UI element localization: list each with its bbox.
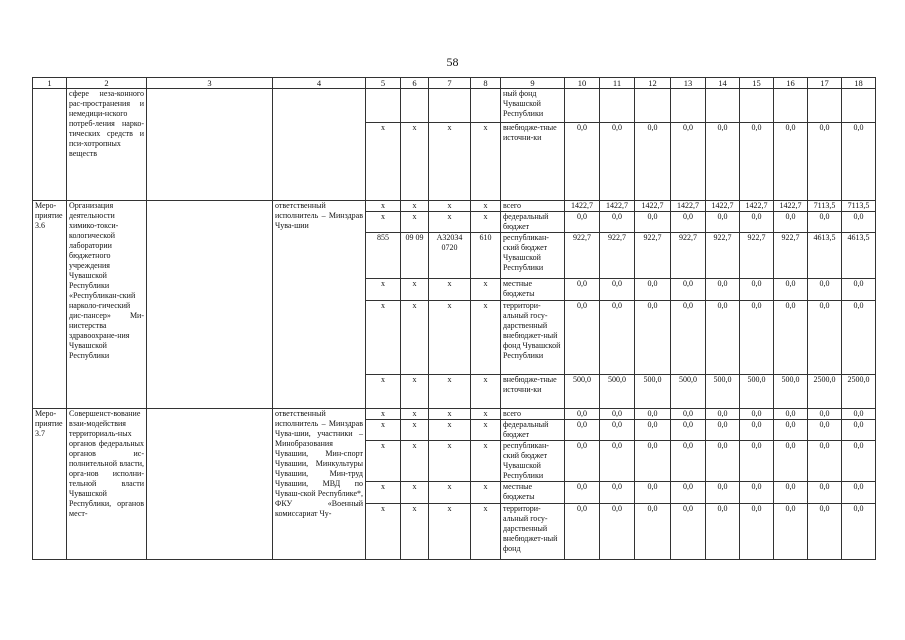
value-cell: 0,0 [774, 301, 808, 375]
value-cell: 1422,7 [565, 201, 600, 212]
funding-source: республикан-ский бюджет Чувашской Республики [501, 233, 565, 279]
value-cell: 0,0 [671, 123, 706, 201]
value-cell: 500,0 [774, 375, 808, 409]
value-cell: 0,0 [740, 409, 774, 420]
value-cell: 2500,0 [842, 375, 876, 409]
code-expense: x [471, 482, 501, 504]
code-target: x [429, 420, 471, 441]
value-cell: 0,0 [671, 482, 706, 504]
value-cell: 922,7 [706, 233, 740, 279]
value-cell: 0,0 [740, 420, 774, 441]
executor-cell: ответственный исполнитель – Минздрав Чува-шии [273, 201, 366, 409]
code-grbs: x [366, 301, 401, 375]
value-cell: 0,0 [842, 409, 876, 420]
column-header: 9 [501, 78, 565, 89]
value-cell: 0,0 [671, 279, 706, 301]
code-section: x [401, 212, 429, 233]
code-target: x [429, 279, 471, 301]
code-expense: x [471, 301, 501, 375]
value-cell: 0,0 [842, 482, 876, 504]
value-cell: 0,0 [671, 212, 706, 233]
budget-table [32, 77, 876, 560]
value-cell: 0,0 [635, 301, 671, 375]
code-expense: x [471, 201, 501, 212]
code-grbs [366, 89, 401, 123]
value-cell: 0,0 [774, 504, 808, 560]
activity-description: сфере неза-конного рас-пространения и немедици-нского потреб-ления нарко-тических средств и пси-хотропных веществ [67, 89, 147, 201]
value-cell: 0,0 [706, 301, 740, 375]
value-cell: 0,0 [600, 441, 635, 482]
value-cell: 1422,7 [774, 201, 808, 212]
value-cell: 2500,0 [808, 375, 842, 409]
value-cell: 0,0 [706, 279, 740, 301]
code-section: x [401, 279, 429, 301]
value-cell: 0,0 [565, 441, 600, 482]
value-cell: 1422,7 [706, 201, 740, 212]
value-cell: 922,7 [740, 233, 774, 279]
column-header: 14 [706, 78, 740, 89]
value-cell [842, 89, 876, 123]
value-cell: 0,0 [600, 504, 635, 560]
code-grbs: x [366, 482, 401, 504]
code-target: x [429, 212, 471, 233]
value-cell: 922,7 [635, 233, 671, 279]
header-row [33, 78, 876, 89]
code-section: x [401, 504, 429, 560]
empty-cell [147, 201, 273, 409]
value-cell: 0,0 [808, 212, 842, 233]
value-cell: 0,0 [565, 123, 600, 201]
value-cell: 500,0 [671, 375, 706, 409]
value-cell: 0,0 [635, 279, 671, 301]
value-cell: 0,0 [671, 301, 706, 375]
code-target: x [429, 409, 471, 420]
empty-cell [147, 409, 273, 560]
value-cell: 0,0 [600, 123, 635, 201]
code-grbs: x [366, 212, 401, 233]
value-cell: 500,0 [565, 375, 600, 409]
code-section: x [401, 482, 429, 504]
column-header: 13 [671, 78, 706, 89]
column-header: 7 [429, 78, 471, 89]
code-target: x [429, 441, 471, 482]
value-cell: 0,0 [565, 301, 600, 375]
value-cell: 0,0 [774, 441, 808, 482]
funding-source: территори-альный госу-дарственный внебюджет-ный фонд [501, 504, 565, 560]
column-header: 3 [147, 78, 273, 89]
value-cell: 0,0 [635, 441, 671, 482]
code-expense: x [471, 441, 501, 482]
value-cell: 500,0 [706, 375, 740, 409]
code-section: x [401, 441, 429, 482]
column-header: 18 [842, 78, 876, 89]
empty-cell [147, 89, 273, 201]
value-cell: 922,7 [600, 233, 635, 279]
code-section: x [401, 301, 429, 375]
value-cell: 1422,7 [671, 201, 706, 212]
activity-label: Меро-приятие 3.6 [33, 201, 67, 409]
value-cell: 0,0 [600, 420, 635, 441]
value-cell: 0,0 [774, 212, 808, 233]
value-cell [635, 89, 671, 123]
code-expense: 610 [471, 233, 501, 279]
value-cell: 0,0 [671, 409, 706, 420]
code-grbs: x [366, 441, 401, 482]
funding-source: федеральный бюджет [501, 420, 565, 441]
activity-description: Совершенст-вование взаи-модействия территориаль-ных органов федеральных органов ис-полнительной власти, орга-нов исполни-тельной власти Чувашской Республики, органов мест- [67, 409, 147, 560]
value-cell: 1422,7 [635, 201, 671, 212]
code-target: x [429, 375, 471, 409]
code-grbs: x [366, 504, 401, 560]
value-cell: 1422,7 [600, 201, 635, 212]
column-header: 12 [635, 78, 671, 89]
value-cell: 0,0 [600, 212, 635, 233]
column-header: 15 [740, 78, 774, 89]
table-row [33, 201, 876, 212]
value-cell: 0,0 [842, 279, 876, 301]
value-cell: 0,0 [774, 409, 808, 420]
value-cell: 0,0 [808, 482, 842, 504]
value-cell: 0,0 [600, 279, 635, 301]
value-cell: 0,0 [740, 212, 774, 233]
value-cell: 500,0 [635, 375, 671, 409]
code-grbs: x [366, 375, 401, 409]
code-expense: x [471, 409, 501, 420]
value-cell: 0,0 [842, 441, 876, 482]
value-cell [671, 89, 706, 123]
value-cell: 0,0 [842, 504, 876, 560]
funding-source: всего [501, 409, 565, 420]
code-target: x [429, 482, 471, 504]
column-header: 4 [273, 78, 366, 89]
value-cell: 922,7 [671, 233, 706, 279]
value-cell: 0,0 [740, 279, 774, 301]
funding-source: всего [501, 201, 565, 212]
value-cell: 7113,5 [842, 201, 876, 212]
code-section: x [401, 123, 429, 201]
value-cell: 0,0 [774, 123, 808, 201]
value-cell: 922,7 [774, 233, 808, 279]
value-cell: 0,0 [808, 409, 842, 420]
code-section: x [401, 201, 429, 212]
code-grbs: x [366, 279, 401, 301]
code-expense [471, 89, 501, 123]
executor-cell [273, 89, 366, 201]
value-cell: 0,0 [565, 409, 600, 420]
code-section [401, 89, 429, 123]
value-cell: 0,0 [565, 420, 600, 441]
value-cell [706, 89, 740, 123]
code-expense: x [471, 279, 501, 301]
value-cell: 0,0 [600, 482, 635, 504]
value-cell: 0,0 [706, 212, 740, 233]
value-cell: 0,0 [842, 212, 876, 233]
code-target: x [429, 301, 471, 375]
value-cell: 0,0 [706, 123, 740, 201]
value-cell: 0,0 [635, 482, 671, 504]
code-section: x [401, 375, 429, 409]
column-header: 2 [67, 78, 147, 89]
code-grbs: x [366, 409, 401, 420]
value-cell: 0,0 [774, 420, 808, 441]
value-cell [774, 89, 808, 123]
value-cell: 0,0 [740, 123, 774, 201]
value-cell: 0,0 [808, 504, 842, 560]
value-cell: 0,0 [842, 420, 876, 441]
value-cell: 0,0 [671, 441, 706, 482]
funding-source: местные бюджеты [501, 279, 565, 301]
column-header: 17 [808, 78, 842, 89]
value-cell [740, 89, 774, 123]
value-cell: 1422,7 [740, 201, 774, 212]
value-cell: 0,0 [808, 301, 842, 375]
value-cell [600, 89, 635, 123]
value-cell: 4613,5 [808, 233, 842, 279]
code-target: x [429, 123, 471, 201]
value-cell: 7113,5 [808, 201, 842, 212]
value-cell: 0,0 [635, 123, 671, 201]
value-cell: 500,0 [740, 375, 774, 409]
activity-description: Организация деятельности химико-токси-кологической лаборатории бюджетного учреждения Чувашской Республики «Республикан-ский нарколо-гический дис-пансер» Ми-нистерства здравоохране-ния Чувашской Республики [67, 201, 147, 409]
value-cell: 0,0 [706, 482, 740, 504]
value-cell: 0,0 [808, 441, 842, 482]
code-grbs: 855 [366, 233, 401, 279]
code-expense: x [471, 420, 501, 441]
column-header: 16 [774, 78, 808, 89]
value-cell: 0,0 [565, 279, 600, 301]
value-cell: 0,0 [635, 409, 671, 420]
value-cell: 500,0 [600, 375, 635, 409]
code-target: x [429, 201, 471, 212]
value-cell: 4613,5 [842, 233, 876, 279]
activity-label [33, 89, 67, 201]
page-number: 58 [446, 55, 459, 69]
code-section: x [401, 409, 429, 420]
column-header: 8 [471, 78, 501, 89]
funding-source: внебюдже-тные источни-ки [501, 123, 565, 201]
code-grbs: x [366, 123, 401, 201]
funding-source: территори-альный госу-дарственный внебюджет-ный фонд Чувашской Республики [501, 301, 565, 375]
funding-source: ный фонд Чувашской Республики [501, 89, 565, 123]
value-cell: 0,0 [706, 420, 740, 441]
value-cell: 0,0 [706, 504, 740, 560]
value-cell: 0,0 [600, 301, 635, 375]
value-cell: 0,0 [565, 212, 600, 233]
value-cell: 0,0 [740, 441, 774, 482]
activity-label: Меро-приятие 3.7 [33, 409, 67, 560]
value-cell: 922,7 [565, 233, 600, 279]
funding-source: федеральный бюджет [501, 212, 565, 233]
value-cell [565, 89, 600, 123]
column-header: 5 [366, 78, 401, 89]
value-cell: 0,0 [706, 441, 740, 482]
value-cell [808, 89, 842, 123]
column-header: 11 [600, 78, 635, 89]
value-cell: 0,0 [774, 279, 808, 301]
value-cell: 0,0 [671, 420, 706, 441]
table-row [33, 409, 876, 420]
value-cell: 0,0 [565, 504, 600, 560]
value-cell: 0,0 [565, 482, 600, 504]
code-expense: x [471, 504, 501, 560]
value-cell: 0,0 [740, 301, 774, 375]
column-header: 6 [401, 78, 429, 89]
value-cell: 0,0 [740, 482, 774, 504]
value-cell: 0,0 [808, 279, 842, 301]
value-cell: 0,0 [842, 301, 876, 375]
value-cell: 0,0 [740, 504, 774, 560]
executor-cell: ответственный исполнитель – Минздрав Чува-шии, участники – Минобразования Чувашии, Мин-спорт Чувашии, Минкультуры Чувашии, Мин-труд Чувашии, МВД по Чуваш-ской Республике*, ФКУ «Военный комиссариат Чу- [273, 409, 366, 560]
code-target [429, 89, 471, 123]
funding-source: республикан-ский бюджет Чувашской Республики [501, 441, 565, 482]
column-header: 10 [565, 78, 600, 89]
value-cell: 0,0 [600, 409, 635, 420]
code-section: x [401, 420, 429, 441]
value-cell: 0,0 [842, 123, 876, 201]
funding-source: внебюдже-тные источни-ки [501, 375, 565, 409]
code-section: 09 09 [401, 233, 429, 279]
code-target: x [429, 504, 471, 560]
value-cell: 0,0 [671, 504, 706, 560]
column-header: 1 [33, 78, 67, 89]
value-cell: 0,0 [774, 482, 808, 504]
code-grbs: x [366, 201, 401, 212]
code-grbs: x [366, 420, 401, 441]
value-cell: 0,0 [635, 212, 671, 233]
value-cell: 0,0 [635, 420, 671, 441]
code-target: А32034 0720 [429, 233, 471, 279]
table-row [33, 89, 876, 123]
value-cell: 0,0 [706, 409, 740, 420]
code-expense: x [471, 375, 501, 409]
code-expense: x [471, 123, 501, 201]
value-cell: 0,0 [635, 504, 671, 560]
code-expense: x [471, 212, 501, 233]
value-cell: 0,0 [808, 123, 842, 201]
funding-source: местные бюджеты [501, 482, 565, 504]
value-cell: 0,0 [808, 420, 842, 441]
